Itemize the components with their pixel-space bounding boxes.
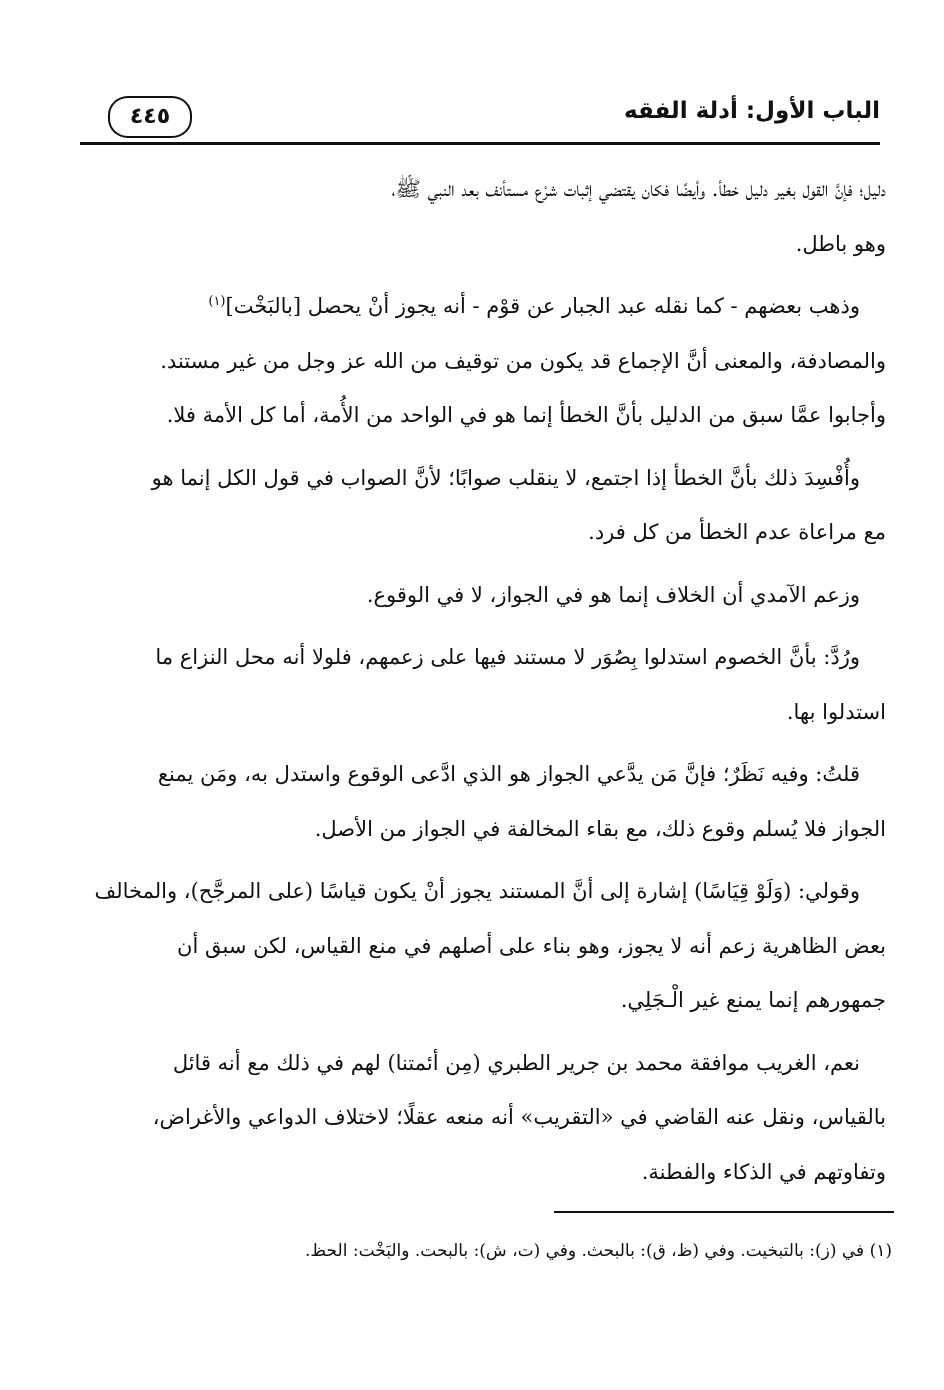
footnote-divider (554, 1211, 894, 1213)
paragraph-4-text: وزعم الآمدي أن الخلاف إنما هو في الجواز، لا في الوقوع. (366, 582, 860, 607)
paragraph-1 (78, 162, 886, 271)
paragraph-8-text: نعم، الغريب موافقة محمد بن جرير الطبري (مِن أئمتنا) لهم في ذلك مع أنه قائل بالقياس، ونقل عنه القاضي في «التقريب» أنه منعه عقلًا؛ لاختلاف الدواعي والأغراض، وتفاوتهم في الذكاء والفطنة. (152, 1050, 886, 1184)
paragraph-4 (78, 568, 886, 623)
page-header (80, 92, 880, 152)
paragraph-8 (78, 1036, 886, 1200)
paragraph-2-text-continued: والمصادفة، والمعنى أنَّ الإجماع قد يكون من توقيف من الله عز وجل من غير مستند. وأجابوا عمَّا سبق من الدليل بأنَّ الخطأ إنما هو في الواحد من الأُمة، أما كل الأمة فلا. (160, 348, 886, 427)
header-divider (80, 142, 880, 145)
paragraph-1-text: دليل؛ فإنَّ القول بغير دليل خطأ. وأيضًا فكان يقتضي إثبات شرْع مستأنف بعد النبي ﷺ، وهو باطل. (391, 177, 886, 256)
paragraph-5 (78, 630, 886, 739)
paragraph-3 (78, 451, 886, 560)
paragraph-7 (78, 864, 886, 1028)
footnote: (١) في (ز): بالتبخيت. وفي (ظ، ق): بالبحث. وفي (ت، ش): بالبحت. والبَخْت: الحظ. (305, 1241, 892, 1261)
paragraph-3-text: وأُفْسِدَ ذلك بأنَّ الخطأ إذا اجتمع، لا ينقلب صوابًا؛ لأنَّ الصواب في قول الكل إنما هو مع مراعاة عدم الخطأ من كل فرد. (151, 465, 886, 544)
paragraph-2 (78, 279, 886, 443)
paragraph-2-text: وذهب بعضهم - كما نقله عبد الجبار عن قوْم - أنه يجوز أنْ يحصل [بالبَخْت] (225, 294, 860, 318)
chapter-title: الباب الأول: أدلة الفقه (624, 98, 880, 124)
paragraph-6-text: قلتُ: وفيه نَظَرٌ؛ فإنَّ مَن يدَّعي الجواز هو الذي ادَّعى الوقوع واستدل به، ومَن يمنع الجواز فلا يُسلم وقوع ذلك، مع بقاء المخالفة في الجواز من الأصل. (157, 762, 886, 841)
main-text (78, 162, 886, 1207)
paragraph-6 (78, 747, 886, 856)
page-number-badge: ٤٤٥ (108, 96, 192, 138)
footnote-reference[interactable]: (١) (208, 294, 226, 309)
paragraph-7-text: وقولي: (وَلَوْ قِيَاسًا) إشارة إلى أنَّ المستند يجوز أنْ يكون قياسًا (على المرجَّح)، والمخالف بعض الظاهرية زعم أنه لا يجوز، وهو بناء على أصلهم في منع القياس، لكن سبق أن جمهورهم إنما يمنع غير الْـجَلِي. (94, 879, 886, 1012)
paragraph-5-text: ورُدَّ: بأنَّ الخصوم استدلوا بِصُوَر لا مستند فيها على زعمهم، فلولا أنه محل النزاع ما استدلوا بها. (155, 645, 886, 724)
